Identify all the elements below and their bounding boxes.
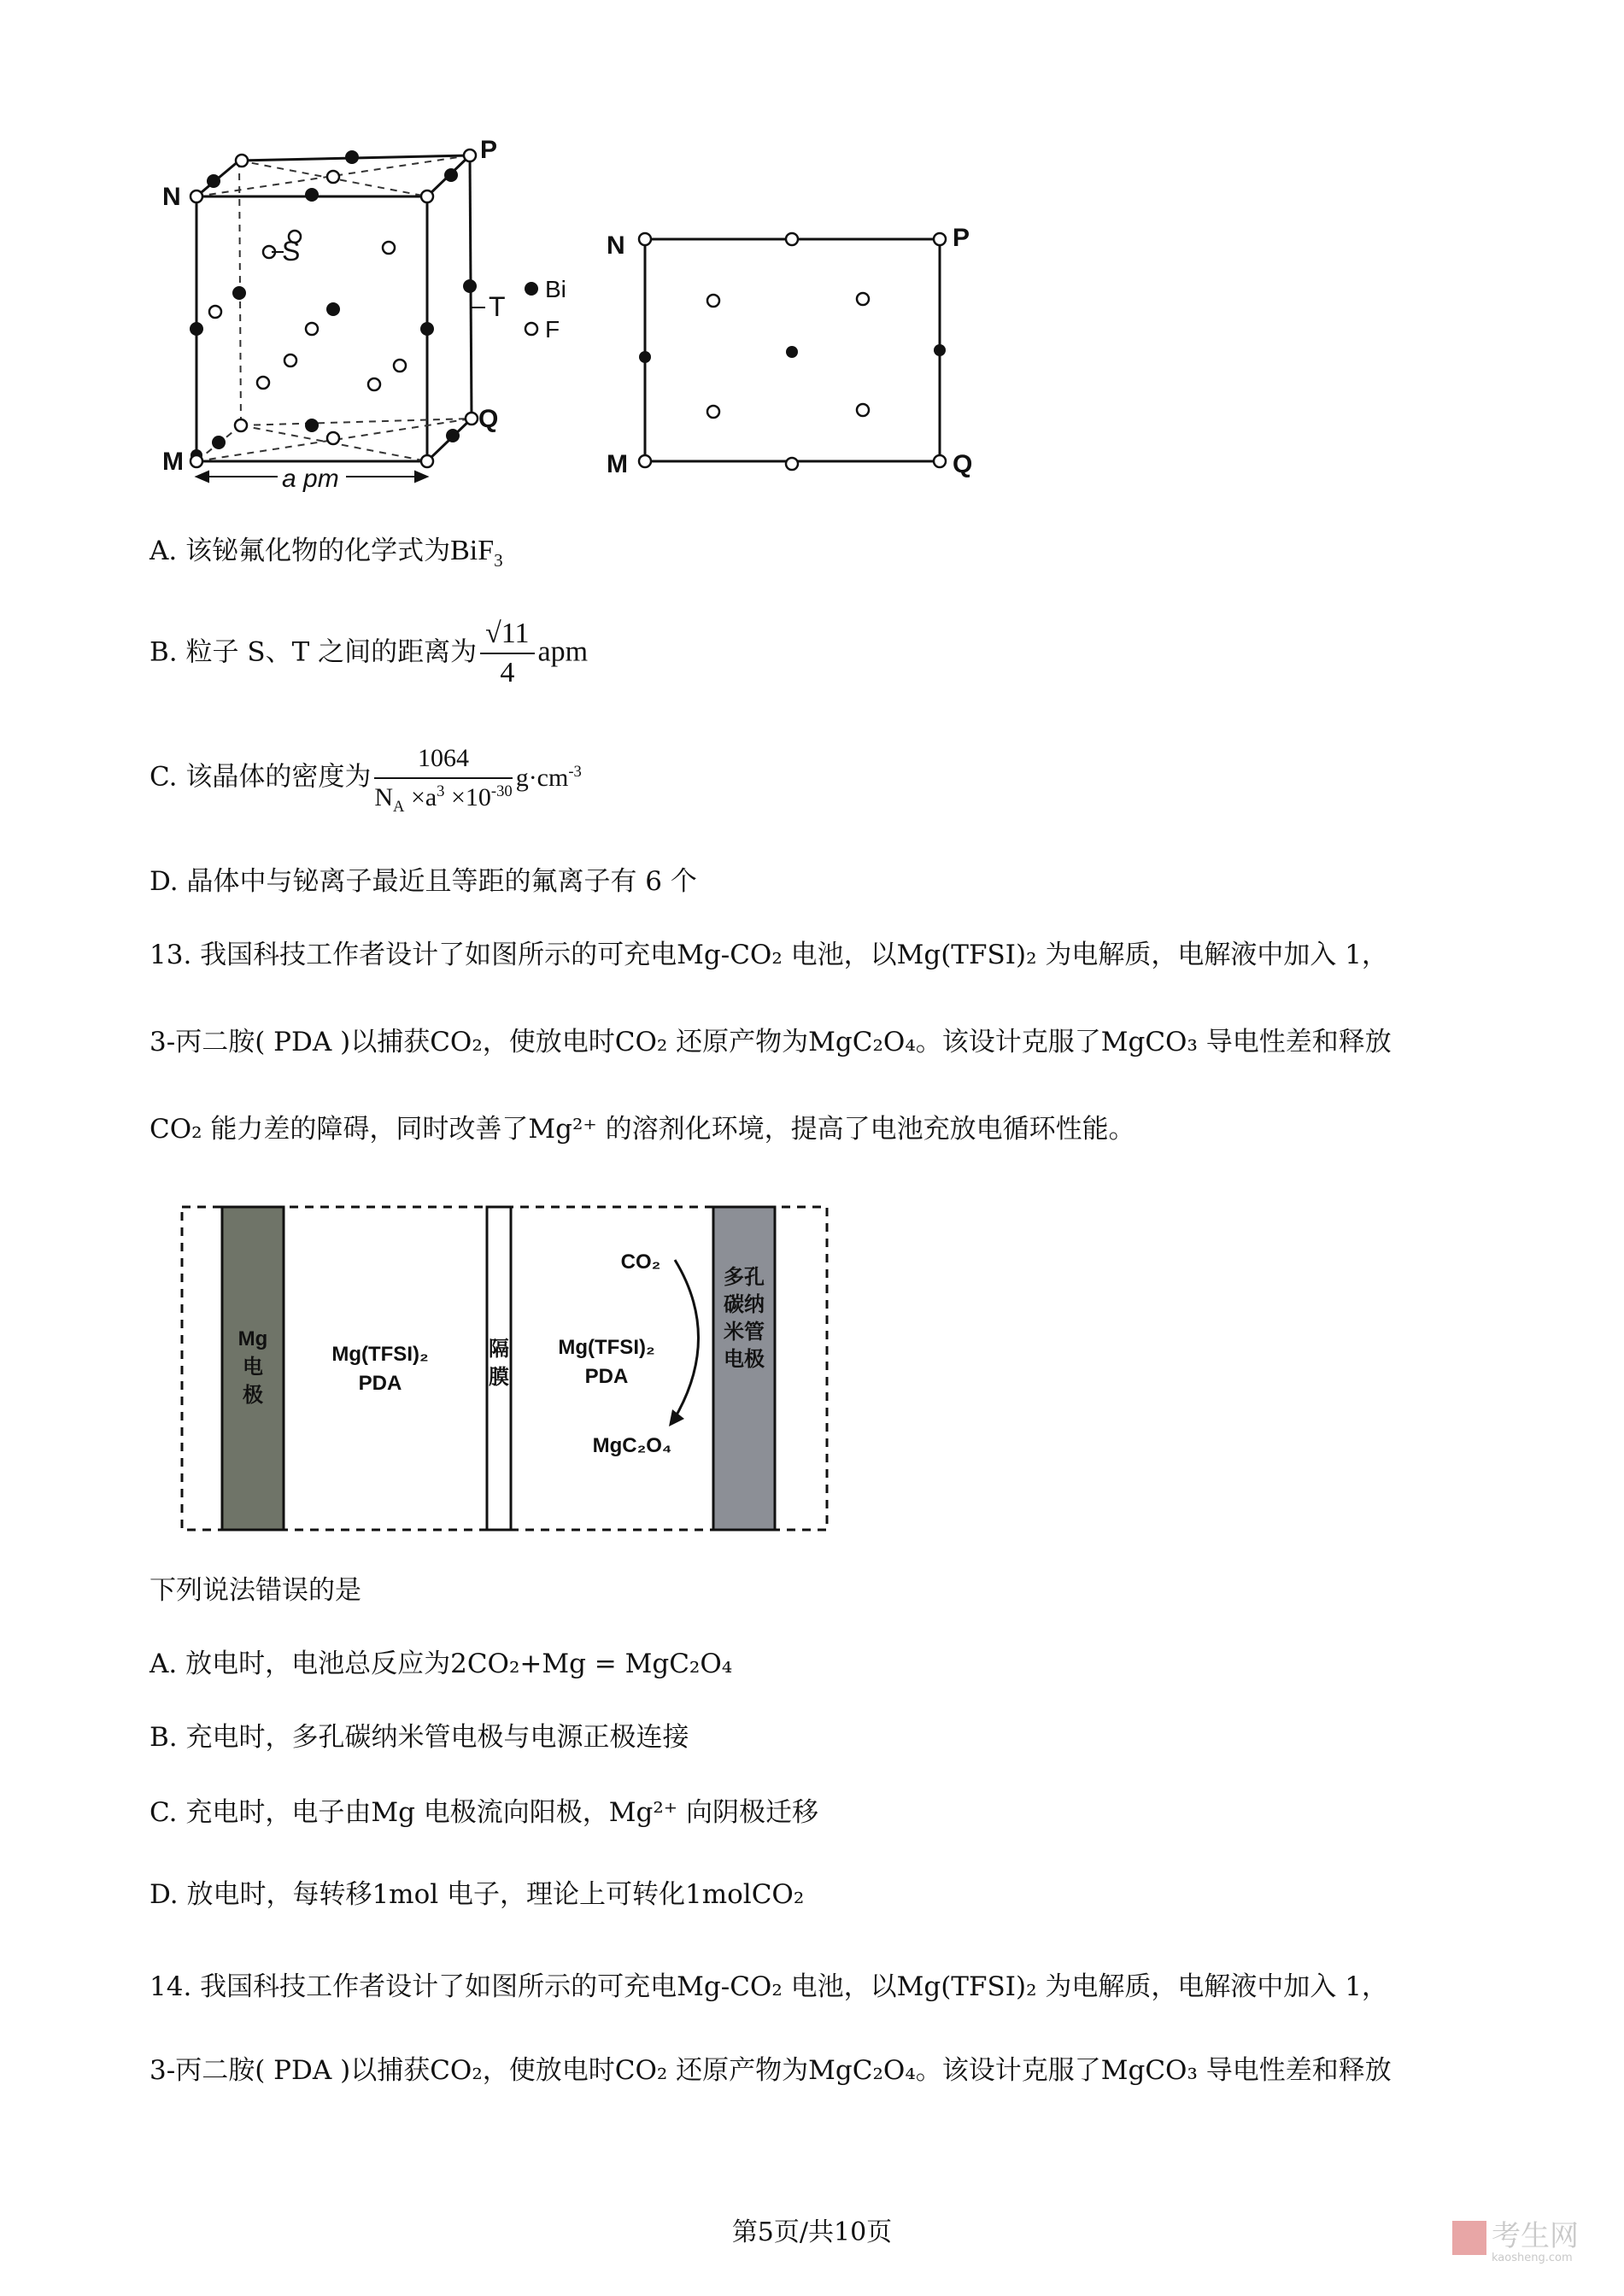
svg-text:多孔: 多孔 (724, 1266, 765, 1289)
svg-text:极: 极 (243, 1384, 263, 1407)
face-label-m: M (607, 450, 628, 478)
label-m: M (162, 448, 184, 476)
legend-f-label: F (545, 316, 560, 343)
svg-text:电: 电 (243, 1356, 263, 1379)
label-p: P (480, 137, 498, 164)
battery-diagram (175, 1200, 837, 1542)
crystal-figure (162, 137, 1017, 495)
svg-text:PDA: PDA (584, 1365, 629, 1388)
page-number: 第5页/共10页 (731, 2217, 893, 2247)
legend-bi-label: Bi (545, 276, 566, 302)
co2-label: CO₂ (620, 1250, 661, 1274)
q13-option-b: B. 充电时，多孔碳纳米管电极与电源正极连接 (150, 1722, 689, 1753)
q13-stem-line1: 13. 我国科技工作者设计了如图所示的可充电Mg-CO₂ 电池，以Mg(TFSI)₂ 为电解质，电解液中加入 1， (150, 940, 1388, 970)
q13-option-c: C. 充电时，电子由Mg 电极流向阳极，Mg²⁺ 向阴极迁移 (150, 1797, 818, 1828)
q13-option-d: D. 放电时，每转移1mol 电子，理论上可转化1molCO₂ (150, 1879, 805, 1910)
q13-prompt: 下列说法错误的是 (150, 1575, 361, 1606)
face-label-p: P (953, 224, 970, 252)
svg-text:PDA: PDA (358, 1372, 402, 1395)
density-fraction: $\frac{1064}{N_A \times a^3 \times 10^{-30}}$ (374, 741, 512, 815)
q14-stem-line2: 3-丙二胺( PDA )以捕获CO₂，使放电时CO₂ 还原产物为MgC₂O₄。该设计克服了MgCO₃ 导电性差和释放 (150, 2055, 1392, 2086)
svg-text:Mg: Mg (237, 1327, 268, 1350)
label-n: N (162, 183, 181, 211)
right-electrolyte: Mg(TFSI)₂ (558, 1336, 655, 1359)
label-s: S (282, 236, 301, 266)
q12-option-d: D. 晶体中与铋离子最近且等距的氟离子有 6 个 (150, 866, 697, 897)
watermark-logo-icon (1452, 2221, 1486, 2255)
edge-label: a pm (282, 465, 339, 493)
q12-option-a: A. 该铋氟化物的化学式为BiF$_3$ (150, 535, 503, 571)
label-q: Q (478, 405, 499, 433)
q13-stem-line2: 3-丙二胺( PDA )以捕获CO₂，使放电时CO₂ 还原产物为MgC₂O₄。该设计克服了MgCO₃ 导电性差和释放 (150, 1027, 1392, 1057)
legend-f-marker (525, 323, 537, 335)
face-label-q: Q (953, 450, 973, 478)
label-t: T (489, 291, 506, 322)
face-label-n: N (607, 231, 625, 260)
svg-text:碳纳: 碳纳 (724, 1293, 765, 1316)
q13-stem-line3: CO₂ 能力差的障碍，同时改善了Mg²⁺ 的溶剂化环境，提高了电池充放电循环性能。 (150, 1114, 1135, 1145)
svg-text:电极: 电极 (724, 1348, 765, 1371)
product-label: MgC₂O₄ (592, 1434, 672, 1457)
left-electrolyte: Mg(TFSI)₂ (331, 1343, 429, 1366)
q13-option-a: A. 放电时，电池总反应为2CO₂+Mg = MgC₂O₄ (150, 1649, 733, 1679)
svg-text:米管: 米管 (724, 1321, 765, 1344)
face-projection (607, 224, 972, 478)
q14-stem-line1: 14. 我国科技工作者设计了如图所示的可充电Mg-CO₂ 电池，以Mg(TFSI)₂ 为电解质，电解液中加入 1， (150, 1971, 1388, 2002)
svg-text:膜: 膜 (489, 1366, 509, 1389)
svg-text:隔: 隔 (489, 1338, 509, 1361)
watermark: 考生网 kaosheng.com (1452, 2212, 1579, 2264)
q12-option-b: B. 粒子 S、T 之间的距离为 $\frac{√11}{4}$ apm (150, 618, 589, 688)
legend-bi-marker (525, 282, 538, 296)
st-distance-fraction: $\frac{√11}{4}$ (480, 617, 534, 690)
reduction-arrow (675, 1260, 699, 1418)
q12-option-c: C. 该晶体的密度为 $\frac{1064}{N_A \times a^3 \times 10^{-30}}$ $g\cdot cm^{-3}$ (150, 741, 582, 815)
